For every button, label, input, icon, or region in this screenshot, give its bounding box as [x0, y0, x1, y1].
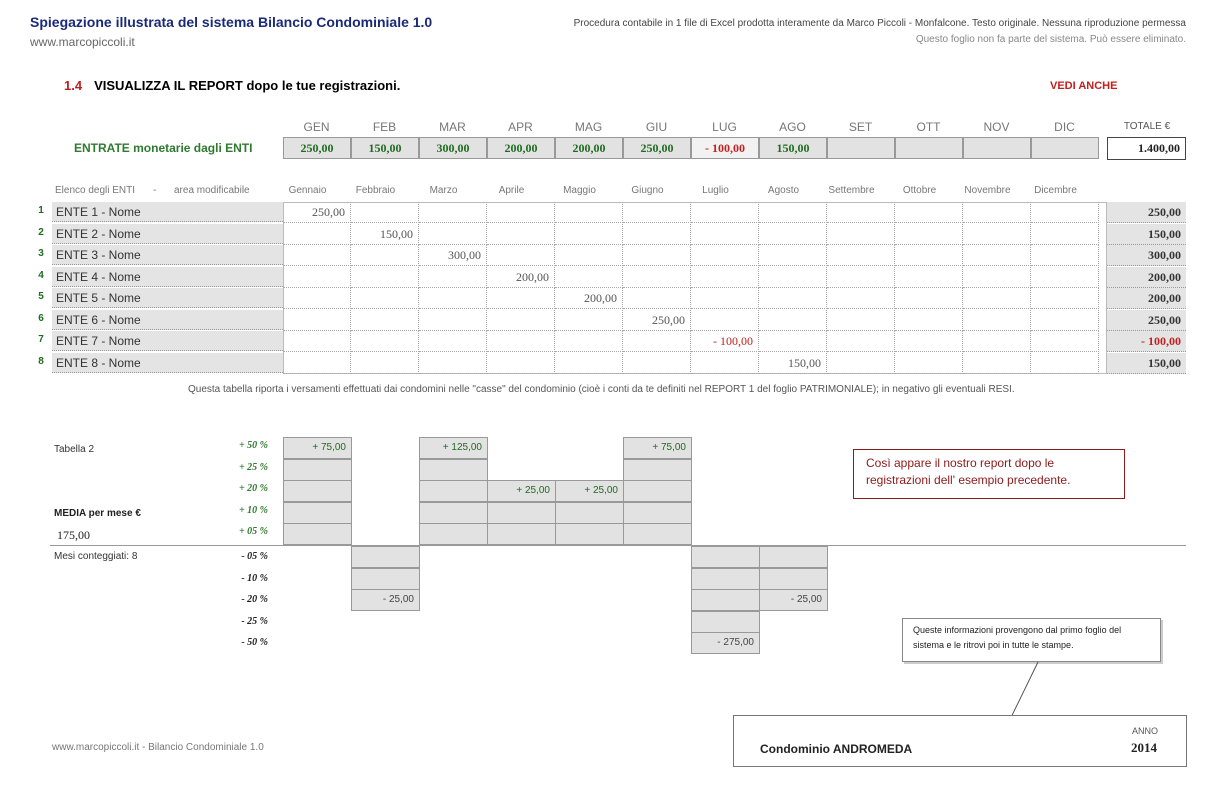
- level-label-neg: - 05 %: [241, 551, 268, 562]
- grid-cell: [963, 267, 1031, 288]
- month-name-9: Ottobre: [902, 185, 937, 196]
- grid-cell: [487, 224, 555, 245]
- variance-bar: [759, 546, 828, 568]
- page-title: Spiegazione illustrata del sistema Bilancio Condominiale 1.0: [30, 14, 433, 30]
- month-name-4: Maggio: [563, 185, 596, 196]
- month-name-3: Aprile: [498, 185, 525, 196]
- month-name-7: Agosto: [767, 185, 800, 196]
- grid-cell: [1031, 224, 1099, 245]
- variance-bar: - 275,00: [691, 632, 760, 654]
- month-header-nov: NOV: [983, 120, 1010, 134]
- ente-name-input[interactable]: ENTE 1 - Nome: [52, 202, 283, 222]
- month-name-6: Luglio: [702, 185, 729, 196]
- variance-bar: [691, 589, 760, 611]
- grid-cell: [691, 310, 759, 331]
- ente-name-input[interactable]: ENTE 2 - Nome: [52, 224, 283, 244]
- row-total: 200,00: [1107, 267, 1186, 288]
- variance-bar: [419, 480, 488, 502]
- grid-cell: [963, 245, 1031, 266]
- variance-bar: [351, 546, 420, 568]
- grid-cell: [827, 310, 895, 331]
- header-notice: Questo foglio non fa parte del sistema. Può essere eliminato.: [915, 34, 1186, 45]
- level-label-pos: + 50 %: [238, 440, 268, 451]
- variance-bar: + 25,00: [487, 480, 556, 502]
- row-total: 150,00: [1107, 224, 1186, 245]
- row-number: 6: [38, 312, 44, 324]
- grid-cell: [487, 202, 555, 223]
- level-label-neg: - 50 %: [241, 637, 268, 649]
- grid-cell: [963, 331, 1031, 352]
- grid-cell: [895, 353, 963, 374]
- grid-cell: [895, 202, 963, 223]
- table-note: Questa tabella riporta i versamenti effettuati dai condomini nelle "casse" del condominio (cioè i conti da te definiti nel REPORT 1 del foglio PATRIMONIALE); in negativo gli eventuali RESI.: [188, 384, 1015, 395]
- grid-cell: [895, 331, 963, 352]
- level-label-pos: + 05 %: [238, 526, 268, 538]
- info-callout: Queste informazioni provengono dal primo foglio del sistema e le ritrovi poi in tutte le stampe.: [902, 618, 1161, 662]
- list-title: Elenco degli ENTI: [55, 185, 136, 196]
- variance-bar: [283, 480, 352, 502]
- grid-cell: [759, 245, 827, 266]
- header-description: Procedura contabile in 1 file di Excel prodotta interamente da Marco Piccoli - Monfalcone. Testo originale. Nessuna riproduzione permessa: [573, 18, 1186, 29]
- month-header-mar: MAR: [439, 120, 466, 134]
- grid-cell: [623, 288, 691, 309]
- ente-name-input[interactable]: ENTE 4 - Nome: [52, 267, 283, 287]
- grid-cell: [1031, 331, 1099, 352]
- month-name-8: Settembre: [828, 185, 875, 196]
- grid-cell: [963, 353, 1031, 374]
- ente-name-input[interactable]: ENTE 5 - Nome: [52, 288, 283, 308]
- site-url: www.marcopiccoli.it: [30, 35, 135, 49]
- month-header-gen: GEN: [303, 120, 330, 134]
- grid-cell: [487, 310, 555, 331]
- condominio-name: Condominio ANDROMEDA: [760, 742, 913, 756]
- ente-name-input[interactable]: ENTE 8 - Nome: [52, 353, 283, 373]
- grid-cell: [419, 353, 487, 374]
- variance-bar: [283, 502, 352, 524]
- month-header-dic: DIC: [1054, 120, 1075, 134]
- grid-cell: [1031, 202, 1099, 223]
- grid-cell: [555, 224, 623, 245]
- row-total: 200,00: [1107, 288, 1186, 309]
- variance-bar: + 75,00: [623, 437, 692, 459]
- grid-cell: 200,00: [555, 288, 623, 309]
- ente-name-input[interactable]: ENTE 7 - Nome: [52, 331, 283, 351]
- grid-cell: [827, 202, 895, 223]
- month-header-ago: AGO: [779, 120, 806, 134]
- level-label-neg: - 10 %: [241, 572, 268, 584]
- grid-cell: [691, 224, 759, 245]
- grid-cell: [963, 288, 1031, 309]
- variance-bar: [759, 568, 828, 590]
- grid-cell: 250,00: [623, 310, 691, 331]
- section-heading: [64, 78, 400, 93]
- grid-cell: [351, 353, 419, 374]
- grid-cell: [691, 267, 759, 288]
- level-label-pos: + 10 %: [238, 504, 268, 516]
- grid-cell: [1031, 267, 1099, 288]
- row-number: 5: [38, 291, 44, 302]
- grid-cell: 150,00: [759, 353, 827, 374]
- grid-cell: [419, 288, 487, 309]
- entrate-cell-0: 250,00: [283, 137, 351, 159]
- grid-cell: [419, 224, 487, 245]
- months-counted: Mesi conteggiati: 8: [54, 551, 138, 562]
- grid-cell: [555, 310, 623, 331]
- grid-cell: [623, 202, 691, 223]
- grid-cell: 300,00: [419, 245, 487, 266]
- variance-bar: - 25,00: [759, 589, 828, 611]
- entrate-cell-5: 250,00: [623, 137, 691, 159]
- table2-label: Tabella 2: [54, 444, 95, 455]
- variance-bar: [691, 546, 760, 568]
- variance-bar: [555, 523, 624, 545]
- grid-cell: [759, 288, 827, 309]
- month-header-giu: GIU: [645, 120, 668, 134]
- section-title: VISUALIZZA IL REPORT dopo le tue registrazioni.: [94, 78, 401, 93]
- month-name-11: Dicembre: [1034, 185, 1077, 196]
- grid-cell: [283, 267, 351, 288]
- variance-bar: [623, 523, 692, 545]
- grid-cell: [623, 224, 691, 245]
- variance-bar: + 25,00: [555, 480, 624, 502]
- grid-cell: [283, 288, 351, 309]
- row-total: 300,00: [1107, 245, 1186, 266]
- grid-cell: [827, 288, 895, 309]
- row-number: 1: [38, 205, 44, 216]
- variance-bar: [555, 502, 624, 524]
- entrate-cell-8: [827, 137, 895, 159]
- report-callout: Così appare il nostro report dopo le registrazioni dell' esempio precedente.: [853, 449, 1125, 499]
- month-header-set: SET: [848, 120, 873, 134]
- total-header: TOTALE €: [1123, 121, 1171, 132]
- grid-cell: [759, 224, 827, 245]
- grid-cell: [1031, 353, 1099, 374]
- entrate-cell-7: 150,00: [759, 137, 827, 159]
- grid-cell: [691, 288, 759, 309]
- grid-cell: [963, 202, 1031, 223]
- variance-bar: [623, 502, 692, 524]
- variance-bar: [691, 611, 760, 633]
- variance-bar: [351, 568, 420, 590]
- variance-bar: [623, 480, 692, 502]
- grid-cell: [827, 224, 895, 245]
- month-name-1: Febbraio: [355, 185, 396, 196]
- grid-cell: [283, 224, 351, 245]
- entrate-cell-3: 200,00: [487, 137, 555, 159]
- variance-bar: [419, 459, 488, 481]
- grid-cell: [351, 267, 419, 288]
- row-number: 2: [38, 226, 44, 238]
- month-name-0: Gennaio: [288, 185, 327, 196]
- variance-bar: [487, 502, 556, 524]
- condominio-box: [733, 715, 1187, 767]
- grid-cell: [1031, 288, 1099, 309]
- grid-cell: [963, 310, 1031, 331]
- variance-bar: [623, 459, 692, 481]
- grid-cell: [487, 245, 555, 266]
- grid-cell: [623, 331, 691, 352]
- grid-cell: [283, 331, 351, 352]
- grid-cell: [827, 245, 895, 266]
- grid-cell: [827, 353, 895, 374]
- variance-bar: + 75,00: [283, 437, 352, 459]
- grid-cell: [419, 202, 487, 223]
- grid-cell: [283, 245, 351, 266]
- grid-cell: [691, 353, 759, 374]
- grid-cell: [419, 310, 487, 331]
- grid-cell: - 100,00: [691, 331, 759, 352]
- month-name-10: Novembre: [964, 185, 1011, 196]
- anno-label: ANNO: [1132, 726, 1159, 736]
- level-label-pos: + 20 %: [238, 483, 268, 495]
- grid-cell: 250,00: [283, 202, 351, 223]
- see-also-link[interactable]: VEDI ANCHE: [1050, 80, 1118, 92]
- list-editable-note: area modificabile: [174, 185, 250, 196]
- grid-cell: [487, 353, 555, 374]
- grid-cell: [623, 353, 691, 374]
- section-number: 1.4: [64, 78, 83, 93]
- month-header-feb: FEB: [372, 120, 397, 134]
- grid-cell: [283, 353, 351, 374]
- grid-cell: [623, 267, 691, 288]
- grid-cell: [351, 245, 419, 266]
- grid-cell: [555, 202, 623, 223]
- variance-bar: [419, 523, 488, 545]
- grid-cell: [759, 331, 827, 352]
- grid-cell: [759, 202, 827, 223]
- grid-cell: [827, 267, 895, 288]
- grid-cell: [351, 202, 419, 223]
- grid-cell: [419, 331, 487, 352]
- grid-cell: 150,00: [351, 224, 419, 245]
- variance-bar: [487, 523, 556, 545]
- grid-cell: [691, 202, 759, 223]
- grid-cell: [419, 267, 487, 288]
- grid-cell: [1031, 310, 1099, 331]
- grid-cell: [895, 310, 963, 331]
- level-label-neg: - 25 %: [241, 615, 268, 627]
- grid-cell: [691, 245, 759, 266]
- entrate-cell-11: [1031, 137, 1099, 159]
- variance-bar: [691, 568, 760, 590]
- grid-cell: [351, 331, 419, 352]
- row-number: 7: [38, 334, 44, 345]
- list-separator: -: [153, 185, 157, 196]
- variance-bar: + 125,00: [419, 437, 488, 459]
- row-number: 4: [38, 269, 44, 281]
- month-name-2: Marzo: [429, 185, 458, 196]
- entrate-cell-10: [963, 137, 1031, 159]
- variance-bar: [283, 523, 352, 545]
- grid-cell: [555, 353, 623, 374]
- grid-cell: [759, 310, 827, 331]
- grid-cell: [487, 331, 555, 352]
- grid-cell: [895, 245, 963, 266]
- grid-cell: 200,00: [487, 267, 555, 288]
- media-value: 175,00: [57, 528, 90, 542]
- variance-bar: [419, 502, 488, 524]
- row-total: 250,00: [1107, 202, 1186, 223]
- grid-cell: [555, 267, 623, 288]
- grid-cell: [487, 288, 555, 309]
- grid-cell: [1031, 245, 1099, 266]
- level-label-neg: - 20 %: [241, 594, 268, 606]
- grid-cell: [283, 310, 351, 331]
- grid-cell: [555, 245, 623, 266]
- anno-value: 2014: [1131, 740, 1157, 755]
- grid-cell: [963, 224, 1031, 245]
- grid-cell: [759, 267, 827, 288]
- grid-cell: [895, 224, 963, 245]
- row-number: 8: [38, 355, 44, 367]
- entrate-cell-6: - 100,00: [691, 137, 759, 159]
- grid-cell: [827, 331, 895, 352]
- variance-bar: [283, 459, 352, 481]
- month-name-5: Giugno: [631, 185, 664, 196]
- entrate-total: 1.400,00: [1107, 137, 1186, 160]
- row-number: 3: [38, 248, 44, 259]
- month-header-lug: LUG: [712, 120, 737, 134]
- entrate-cell-1: 150,00: [351, 137, 419, 159]
- grid-cell: [351, 310, 419, 331]
- month-header-ott: OTT: [916, 120, 941, 134]
- media-label: MEDIA per mese €: [54, 508, 141, 519]
- entrate-cell-2: 300,00: [419, 137, 487, 159]
- month-header-apr: APR: [508, 120, 533, 134]
- row-total: - 100,00: [1107, 331, 1186, 352]
- grid-cell: [351, 288, 419, 309]
- grid-cell: [555, 331, 623, 352]
- grid-cell: [623, 245, 691, 266]
- entrate-cell-9: [895, 137, 963, 159]
- footer-text: www.marcopiccoli.it - Bilancio Condominiale 1.0: [52, 742, 264, 753]
- month-header-mag: MAG: [574, 120, 603, 134]
- ente-name-input[interactable]: ENTE 6 - Nome: [52, 310, 283, 330]
- level-label-pos: + 25 %: [238, 461, 268, 473]
- grid-cell: [895, 288, 963, 309]
- ente-name-input[interactable]: ENTE 3 - Nome: [52, 245, 283, 265]
- entrate-label: ENTRATE monetarie dagli ENTI: [74, 141, 253, 155]
- entrate-cell-4: 200,00: [555, 137, 623, 159]
- grid-cell: [895, 267, 963, 288]
- row-total: 150,00: [1107, 353, 1186, 374]
- row-total: 250,00: [1107, 310, 1186, 331]
- variance-bar: - 25,00: [351, 589, 420, 611]
